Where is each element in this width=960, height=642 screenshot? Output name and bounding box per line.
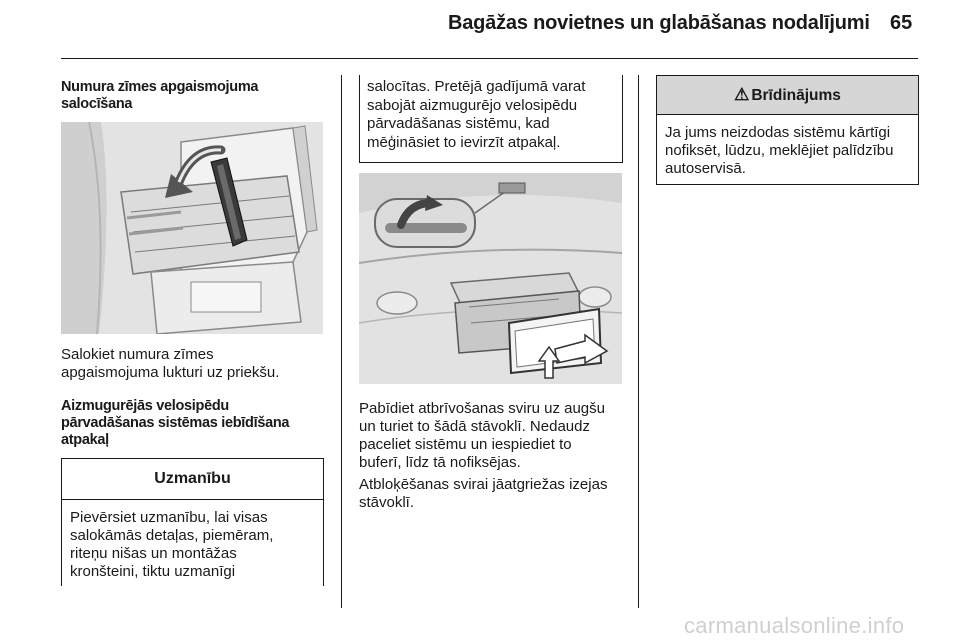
- heading-line: pārvadāšanas sistēmas iebīdīšana: [61, 415, 290, 431]
- column-divider-right: [638, 75, 639, 608]
- text-line: Atbloķēšanas svirai jāatgriežas izejas: [359, 476, 608, 493]
- warning-body: [657, 115, 918, 184]
- warning-box: [656, 75, 919, 185]
- watermark: carmanualsonline.info: [684, 613, 905, 638]
- license-light-figure: [61, 122, 323, 334]
- text-line: kronšteini, tiktu uzmanīgi: [70, 563, 236, 580]
- text-line: nofiksēt, lūdzu, meklējiet palīdzību: [665, 142, 894, 159]
- heading-line: atpakaļ: [61, 432, 109, 448]
- heading-line: Aizmugurējās velosipēdu: [61, 398, 229, 414]
- bike-carrier-instruction-1: [359, 400, 605, 472]
- column-divider-left: [341, 75, 342, 608]
- heading-line: salocīšana: [61, 96, 133, 112]
- bike-carrier-instruction-2: [359, 476, 607, 512]
- text-line: buferī, līdz tā nofiksējas.: [359, 454, 521, 471]
- text-line: pārvadāšanas sistēmu, kad: [367, 115, 550, 132]
- page-header-title: Bagāžas novietnes un glabāšanas nodalījumi: [448, 12, 870, 34]
- text-line: salokāmās detaļas, piemēram,: [70, 527, 274, 544]
- bike-carrier-figure: [359, 173, 622, 384]
- text-line: apgaismojuma lukturi uz priekšu.: [61, 364, 280, 381]
- caution-box-continued: [359, 75, 623, 163]
- text-line: Ja jums neizdodas sistēmu kārtīgi: [665, 124, 891, 141]
- text-line: Pievērsiet uzmanību, lai visas: [70, 509, 268, 526]
- caution-box: [61, 458, 324, 586]
- text-line: autoservisā.: [665, 160, 746, 177]
- section-heading-license-light: [61, 79, 258, 113]
- text-line: un turiet to šādā stāvoklī. Nedaudz: [359, 418, 590, 435]
- warning-header: [657, 76, 918, 115]
- page-number: 65: [890, 12, 913, 34]
- text-line: paceliet sistēmu un iespiediet to: [359, 436, 572, 453]
- heading-line: Numura zīmes apgaismojuma: [61, 79, 259, 95]
- header-rule: [61, 58, 918, 59]
- caution-body: [62, 500, 323, 581]
- warning-title: Brīdinājums: [751, 87, 841, 104]
- section-heading-bike-carrier: [61, 398, 289, 449]
- text-line: mēģināsiet to ievirzīt atpakaļ.: [367, 133, 561, 151]
- text-line: Pabīdiet atbrīvošanas sviru uz augšu: [359, 400, 605, 417]
- text-line: riteņu nišas un montāžas: [70, 545, 237, 562]
- license-light-instruction: [61, 346, 279, 382]
- text-line: Salokiet numura zīmes: [61, 346, 214, 363]
- caution-title: Uzmanību: [62, 459, 323, 500]
- license-light-illustration: [61, 122, 323, 334]
- bike-carrier-illustration: [359, 173, 622, 384]
- text-line: stāvoklī.: [359, 494, 415, 511]
- warning-triangle-icon: ⚠: [734, 85, 750, 104]
- text-line: sabojāt aizmugurējo velosipēdu: [367, 96, 578, 114]
- text-line: salocītas. Pretējā gadījumā varat: [367, 78, 586, 95]
